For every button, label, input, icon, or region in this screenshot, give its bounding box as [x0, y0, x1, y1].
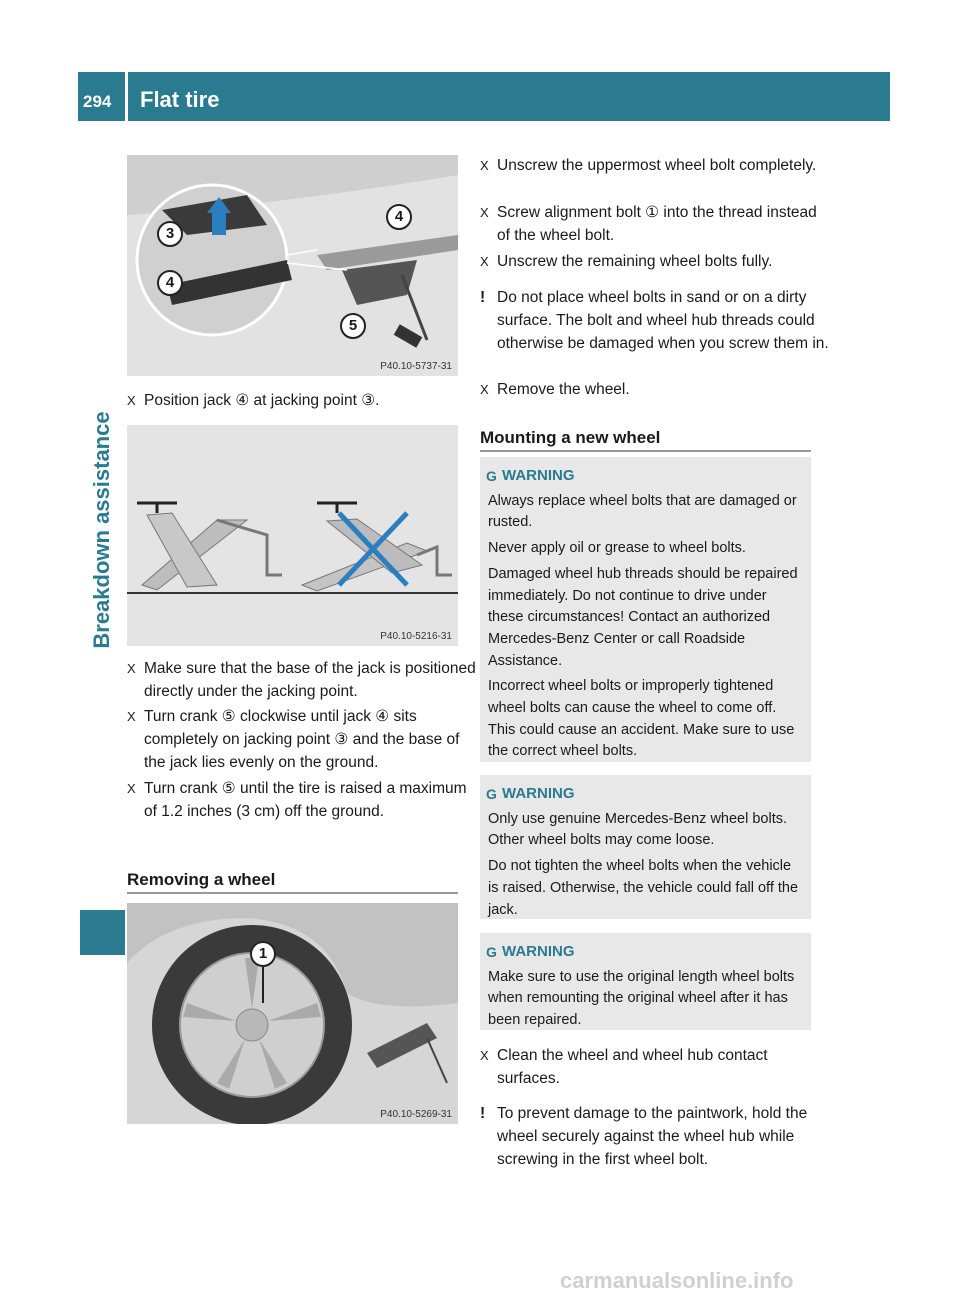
figure-code: P40.10-5737-31 [380, 361, 452, 372]
side-tab-label: Breakdown assistance [89, 411, 114, 649]
figure-jack-position [127, 155, 458, 376]
step-clean-wheel: X Clean the wheel and wheel hub contact surfaces. [480, 1044, 832, 1090]
section-heading-mounting: Mounting a new wheel [480, 428, 811, 452]
figure-code: P40.10-5269-31 [380, 1109, 452, 1120]
step-alignment-bolt: X Screw alignment bolt ① into the thread instead of the wheel bolt. [480, 201, 832, 247]
step-marker: X [127, 661, 136, 676]
step-marker: X [127, 781, 136, 796]
callout-4: 4 [386, 204, 412, 230]
step-marker: X [480, 158, 489, 173]
warning-box-3 [480, 933, 811, 1030]
section-heading-removing: Removing a wheel [127, 870, 458, 894]
warning-title: G WARNING [488, 783, 803, 805]
warning-icon: G [486, 944, 497, 960]
warning-title: G WARNING [488, 941, 803, 963]
jack-comparison-illustration [127, 425, 458, 646]
callout-3: 3 [157, 221, 183, 247]
jack-position-illustration [127, 155, 458, 376]
step-marker: X [127, 393, 136, 408]
step-marker: X [480, 254, 489, 269]
page-title: Flat tire [140, 87, 220, 112]
warning-text: Always replace wheel bolts that are damaged or rusted. [488, 492, 797, 531]
figure-alignment-bolt [127, 903, 458, 1124]
step-unscrew-uppermost: X Unscrew the uppermost wheel bolt completely. [480, 154, 832, 177]
warning-text: Do not tighten the wheel bolts when the vehicle is raised. Otherwise, the vehicle could fall off the jack. [488, 858, 799, 918]
warning-text: Make sure to use the original length wheel bolts when remounting the original wheel after it has been repaired. [488, 968, 795, 1029]
warning-text: Only use genuine Mercedes-Benz wheel bolts. Other wheel bolts may come loose. [488, 810, 788, 849]
step-marker: X [480, 205, 489, 220]
figure-code: P40.10-5216-31 [380, 631, 452, 642]
page-number: 294 [83, 92, 112, 111]
step-marker: X [480, 382, 489, 397]
warning-text: Incorrect wheel bolts or improperly tightened wheel bolts can cause the wheel to come off. This could cause an accident. Make sure to use the correct wheel bolts. [488, 678, 795, 760]
header-separator [125, 72, 128, 121]
callout-4-detail: 4 [157, 270, 183, 296]
warning-icon: G [486, 786, 497, 802]
step-remove-wheel: X Remove the wheel. [480, 378, 832, 401]
step-position-jack: X Position jack ④ at jacking point ③. [127, 389, 479, 412]
note-paintwork: ! To prevent damage to the paintwork, hold the wheel securely against the wheel hub while screwing in the first wheel bolt. [480, 1102, 832, 1171]
warning-icon: G [486, 468, 497, 484]
watermark: carmanualsonline.info [560, 1268, 794, 1293]
step-marker: X [127, 709, 136, 724]
step-turn-crank: X Turn crank ⑤ clockwise until jack ④ sits completely on jacking point ③ and the base of the jack lies evenly on the ground. [127, 705, 479, 774]
callout-5: 5 [340, 313, 366, 339]
step-marker: X [480, 1048, 489, 1063]
wheel-illustration [127, 903, 458, 1124]
note-marker: ! [480, 1105, 486, 1122]
warning-title: G WARNING [488, 465, 803, 487]
note-marker: ! [480, 289, 486, 306]
step-base-position: X Make sure that the base of the jack is positioned directly under the jacking point. [127, 657, 479, 703]
step-raise-tire: X Turn crank ⑤ until the tire is raised a maximum of 1.2 inches (3 cm) off the ground. [127, 777, 479, 823]
warning-text: Never apply oil or grease to wheel bolts. [488, 540, 746, 557]
note-wheel-bolts-sand: ! Do not place wheel bolts in sand or on a dirty surface. The bolt and wheel hub threads could otherwise be damaged when you screw them in. [480, 286, 832, 355]
figure-jack-correct-incorrect [127, 425, 458, 646]
warning-box-1 [480, 457, 811, 762]
callout-1: 1 [250, 941, 276, 967]
side-tab-marker [80, 910, 125, 955]
warning-text: Damaged wheel hub threads should be repaired immediately. Do not continue to drive under these circumstances! Contact an authorized Mercedes-Benz Center or call Roadside Assistance. [488, 565, 798, 669]
warning-box-2 [480, 775, 811, 919]
step-unscrew-remaining: X Unscrew the remaining wheel bolts fully. [480, 250, 832, 273]
